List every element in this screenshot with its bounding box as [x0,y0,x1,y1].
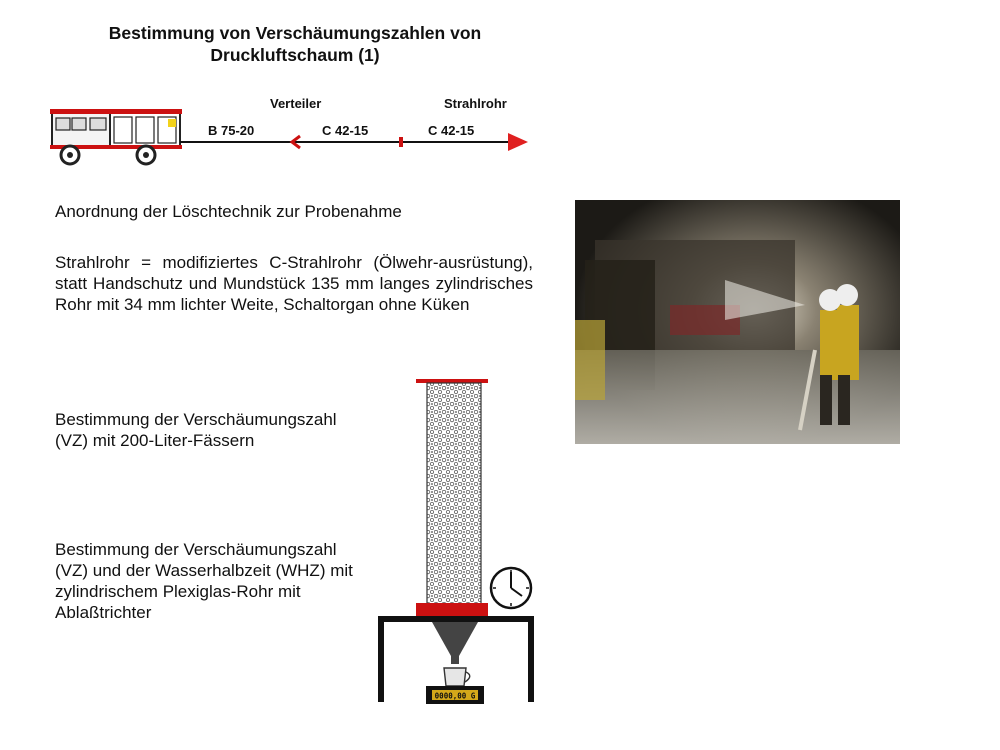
table-leg-right [528,622,534,702]
title-line-1: Bestimmung von Verschäumungszahlen von [108,23,482,43]
label-strahlrohr: Strahlrohr [444,96,507,111]
drain-funnel [432,622,478,656]
intro-text: Anordnung der Löschtechnik zur Probenahme [55,202,402,221]
title-line-2: Druckluftschaum (1) [210,45,380,65]
coupling-marker [399,137,403,147]
tube-top-cap [416,379,488,383]
measuring-jug-icon [444,668,470,686]
measurement-apparatus-diagram [370,370,550,710]
plexiglass-tube [427,383,481,605]
method-1-text: Bestimmung der Verschäumungszahl (VZ) mit 200-Liter-Fässern [55,410,337,450]
stopwatch-icon [491,568,531,608]
nozzle-arrow-icon [508,133,528,151]
firefighting-photo [575,200,900,444]
hose-layout-diagram [50,105,540,170]
page-title [40,22,550,66]
table-leg-left [378,622,384,702]
description-text: Strahlrohr = modifiziertes C-Strahlrohr (Ölwehr-ausrüstung), statt Handschutz und Mundstück 135 mm langes zylindrisches Rohr mit 34 mm lichter Weite, Schaltorgan ohne Küken [55,253,533,314]
scale-readout: 0000,00 G [434,691,476,701]
tube-base [416,603,488,616]
hose-segment-c2: C 42-15 [428,123,475,138]
fire-truck-icon [50,109,182,164]
method-2-text: Bestimmung der Verschäumungszahl (VZ) und der Wasserhalbzeit (WHZ) mit zylindrischem Plexiglas-Rohr mit Ablaßtrichter [55,540,353,622]
label-verteiler: Verteiler [270,96,322,111]
hose-segment-c1: C 42-15 [322,123,369,138]
hose-segment-b: B 75-20 [208,123,255,138]
table-top [378,616,534,622]
funnel-spout [451,656,459,664]
